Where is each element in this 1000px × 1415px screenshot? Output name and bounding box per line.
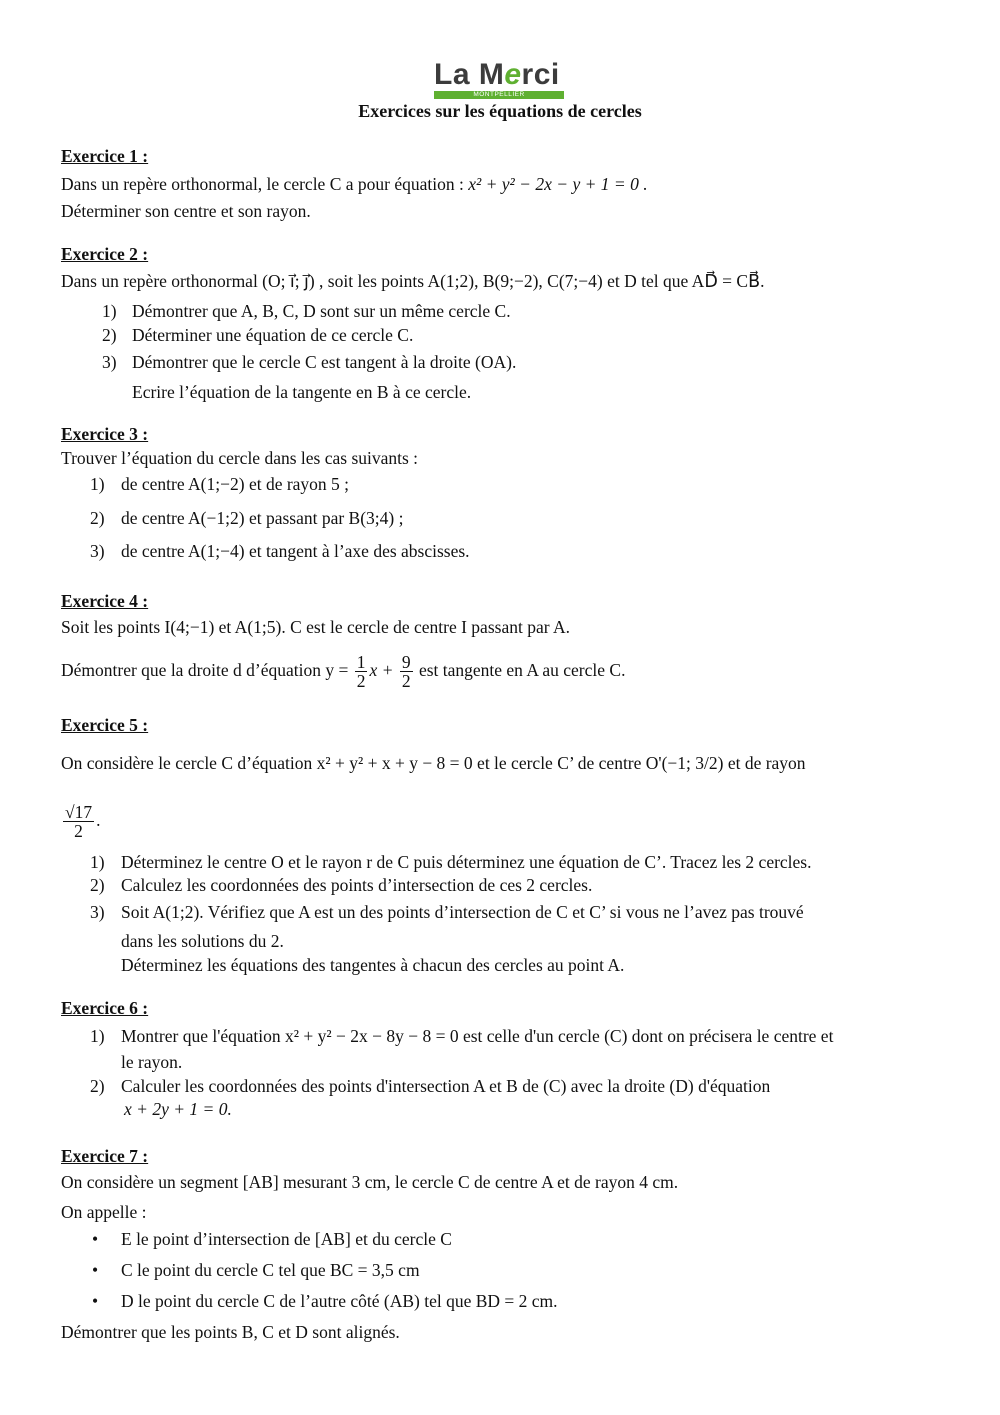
logo-subtitle: MONTPELLIER — [473, 91, 525, 98]
exercise-3-heading: Exercice 3 : — [61, 424, 149, 444]
exercise-3-item-3: de centre A(1;−4) et tangent à l’axe des abscisses. — [121, 541, 470, 561]
exercise-2-heading: Exercice 2 : — [61, 244, 149, 264]
exercise-7-intro: On appelle : — [61, 1202, 147, 1222]
exercise-4-question: Démontrer que la droite d d’équation y = $\frac{1}{2}$ x + $\frac{9}{2}$ est tangente en A au cercle C. — [61, 652, 626, 692]
exercise-5-item-2: Calculez les coordonnées des points d’intersection de ces 2 cercles. — [121, 875, 593, 895]
fraction-nine-halves: $\frac{9}{2}$ — [401, 652, 411, 692]
exercise-6-item-2: Calculer les coordonnées des points d'intersection A et B de (C) avec la droite (D) d'équation — [121, 1076, 771, 1096]
exercise-6-item-1-continued: le rayon. — [121, 1052, 183, 1072]
exercise-3-item-2: de centre A(−1;2) et passant par B(3;4) ; — [121, 508, 404, 528]
logo-text: La Merci — [434, 58, 560, 91]
fraction-sqrt17-over-2: $\frac{√17}{2}$ — [65, 802, 93, 842]
exercise-5-item-1: Déterminez le centre O et le rayon r de C puis déterminez une équation de C’. Tracez les 2 cercles. — [121, 852, 812, 872]
exercise-7-heading: Exercice 7 : — [61, 1146, 149, 1166]
bullet-icon: • — [92, 1260, 99, 1280]
exercise-5-item-3-number: 3) — [90, 902, 105, 922]
exercise-5-statement: On considère le cercle C d’équation x² + y² + x + y − 8 = 0 et le cercle C’ de centre O'(−1; 3/2) et de rayon — [61, 753, 806, 773]
exercise-7-question: Démontrer que les points B, C et D sont alignés. — [61, 1322, 400, 1342]
exercise-3-item-2-number: 2) — [90, 508, 105, 528]
exercise-6-item-1: Montrer que l'équation x² + y² − 2x − 8y − 8 = 0 est celle d'un cercle (C) dont on précisera le centre et — [121, 1026, 834, 1046]
exercise-6-line-equation: x + 2y + 1 = 0. — [124, 1099, 232, 1119]
exercise-5-item-1-number: 1) — [90, 852, 105, 872]
exercise-5-radius: $\frac{√17}{2}$ . — [65, 802, 101, 842]
exercise-2-item-1: Démontrer que A, B, C, D sont sur un même cercle C. — [132, 301, 511, 321]
exercise-7-bullet-2: C le point du cercle C tel que BC = 3,5 cm — [121, 1260, 420, 1280]
fraction-one-half: $\frac{1}{2}$ — [356, 652, 366, 692]
exercise-5-item-2-number: 2) — [90, 875, 105, 895]
exercise-2-item-3: Démontrer que le cercle C est tangent à la droite (OA). — [132, 352, 517, 372]
exercise-3-statement: Trouver l’équation du cercle dans les cas suivants : — [61, 448, 419, 468]
exercise-7-bullet-1: E le point d’intersection de [AB] et du cercle C — [121, 1229, 452, 1249]
exercise-5-item-3-continued: dans les solutions du 2. — [121, 931, 284, 951]
exercise-7-bullet-3: D le point du cercle C de l’autre côté (AB) tel que BD = 2 cm. — [121, 1291, 558, 1311]
exercise-6-heading: Exercice 6 : — [61, 998, 149, 1018]
page-title: Exercices sur les équations de cercles — [358, 101, 642, 121]
exercise-2-item-3-number: 3) — [102, 352, 117, 372]
exercise-6-item-2-number: 2) — [90, 1076, 105, 1096]
logo — [434, 60, 566, 100]
exercise-6-item-1-number: 1) — [90, 1026, 105, 1046]
bullet-icon: • — [92, 1229, 99, 1249]
exercise-2-item-2: Déterminer une équation de ce cercle C. — [132, 325, 414, 345]
bullet-icon: • — [92, 1291, 99, 1311]
exercise-3-item-1-number: 1) — [90, 474, 105, 494]
exercise-7-statement: On considère un segment [AB] mesurant 3 cm, le cercle C de centre A et de rayon 4 cm. — [61, 1172, 679, 1192]
exercise-2-statement: Dans un repère orthonormal (O; i⃗; j⃗) , soit les points A(1;2), B(9;−2), C(7;−4) et D tel que AD⃗ = CB⃗. — [61, 271, 765, 291]
exercise-2-item-2-number: 2) — [102, 325, 117, 345]
exercise-1-statement: Dans un repère orthonormal, le cercle C a pour équation : x² + y² − 2x − y + 1 = 0 . — [61, 174, 648, 194]
exercise-5-item-3-tangents: Déterminez les équations des tangentes à chacun des cercles au point A. — [121, 955, 625, 975]
exercise-3-item-3-number: 3) — [90, 541, 105, 561]
exercise-5-heading: Exercice 5 : — [61, 715, 149, 735]
exercise-4-heading: Exercice 4 : — [61, 591, 149, 611]
exercise-3-item-1: de centre A(1;−2) et de rayon 5 ; — [121, 474, 350, 494]
exercise-2-item-3-continued: Ecrire l’équation de la tangente en B à ce cercle. — [132, 382, 472, 402]
exercise-1-heading: Exercice 1 : — [61, 146, 149, 166]
exercise-5-item-3: Soit A(1;2). Vérifiez que A est un des points d’intersection de C et C’ si vous ne l’avez pas trouvé — [121, 902, 804, 922]
exercise-4-statement: Soit les points I(4;−1) et A(1;5). C est le cercle de centre I passant par A. — [61, 617, 570, 637]
exercise-2-item-1-number: 1) — [102, 301, 117, 321]
exercise-1-question: Déterminer son centre et son rayon. — [61, 201, 311, 221]
